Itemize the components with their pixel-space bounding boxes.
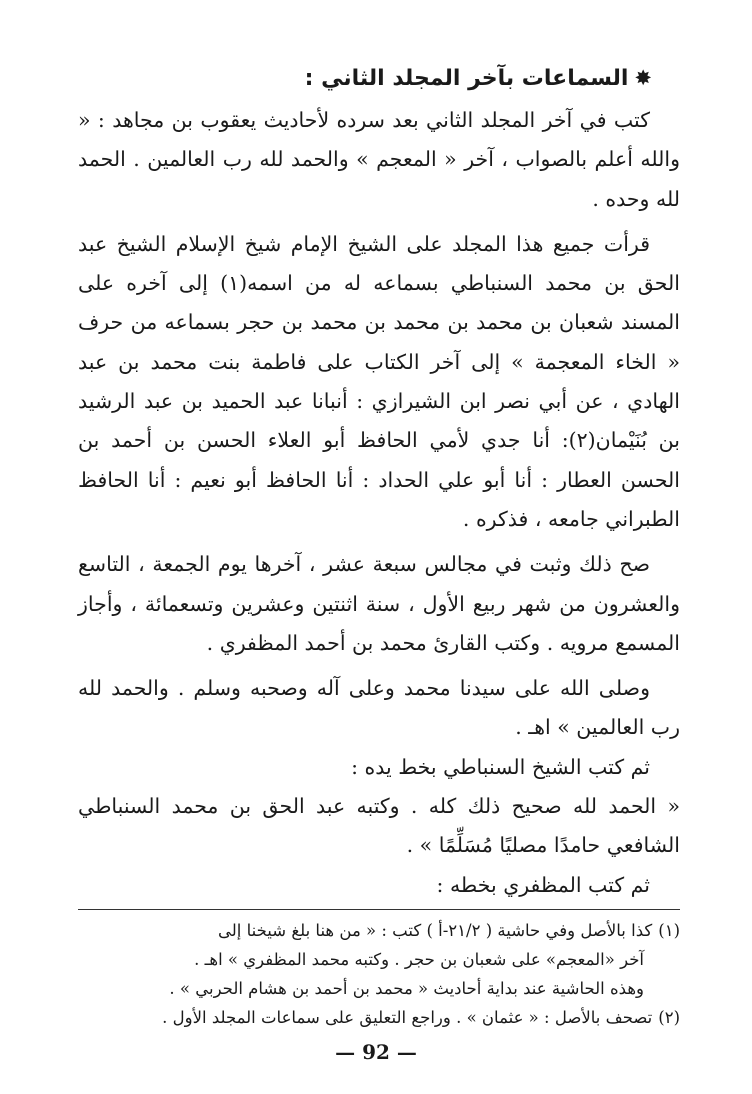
main-text [78,101,680,905]
paragraph-7: ثم كتب المظفري بخطه : [436,872,650,897]
footnote-divider [78,909,680,910]
footnote-1-text: كذا بالأصل وفي حاشية ( ٢١/٢-أ ) كتب : « من هنا بلغ شيخنا إلى [218,920,653,940]
footnote-1 [78,916,680,945]
footnote-1-continuation-2: وهذه الحاشية عند بداية أحاديث « محمد بن أحمد بن هشام الحربي » . [169,978,644,998]
paragraph-6: « الحمد لله صحيح ذلك كله . وكتبه عبد الحق بن محمد السنباطي الشافعي حامدًا مصليًا مُسَلِّمًا » . [78,794,680,858]
footnote-2 [78,1003,680,1032]
footnotes [78,916,680,1032]
footnote-1-number: (١) [658,920,680,940]
paragraph-5: ثم كتب الشيخ السنباطي بخط يده : [351,754,650,779]
star-icon: ✸ [634,66,652,90]
footnote-1-continuation-1: آخر «المعجم» على شعبان بن حجر . وكتبه محمد المظفري » اهـ . [194,949,644,969]
footnote-2-number: (٢) [658,1007,680,1027]
section-heading [78,58,652,99]
page-number: — 92 — [335,1040,417,1064]
paragraph-4: وصلى الله على سيدنا محمد وعلى آله وصحبه وسلم . والحمد لله رب العالمين » اهـ . [78,676,680,740]
paragraph-3: صح ذلك وثبت في مجالس سبعة عشر ، آخرها يوم الجمعة ، التاسع والعشرون من شهر ربيع الأول ، سنة اثنتين وعشرين وتسعمائة ، وأجاز المسمع مرويه . وكتب القارئ محمد بن أحمد المظفري . [78,552,680,655]
paragraph-2: قرأت جميع هذا المجلد على الشيخ الإمام شيخ الإسلام الشيخ عبد الحق بن محمد السنباطي بسماعه له من اسمه(١) إلى آخره على المسند شعبان بن محمد بن محمد بن محمد بن حجر بسماعه من حرف « الخاء المعجمة » إلى آخر الكتاب على فاطمة بنت محمد بن عبد الهادي ، عن أبي نصر ابن الشيرازي : أنبانا عبد الحميد بن عبد الرشيد بن بُنَيْمان(٢): أنا جدي لأمي الحافظ أبو العلاء الحسن بن أحمد بن الحسن العطار : أنا أبو علي الحداد : أنا الحافظ أبو نعيم : أنا الحافظ الطبراني جامعه ، فذكره . [78,231,680,531]
footnote-2-text: تصحف بالأصل : « عثمان » . وراجع التعليق على سماعات المجلد الأول . [162,1007,653,1027]
paragraph-1: كتب في آخر المجلد الثاني بعد سرده لأحاديث يعقوب بن مجاهد : « والله أعلم بالصواب ، آخر « المعجم » والحمد لله رب العالمين . الحمد لله وحده . [78,108,680,211]
page-body [78,58,680,1032]
section-heading-title: السماعات بآخر المجلد الثاني : [304,66,629,91]
